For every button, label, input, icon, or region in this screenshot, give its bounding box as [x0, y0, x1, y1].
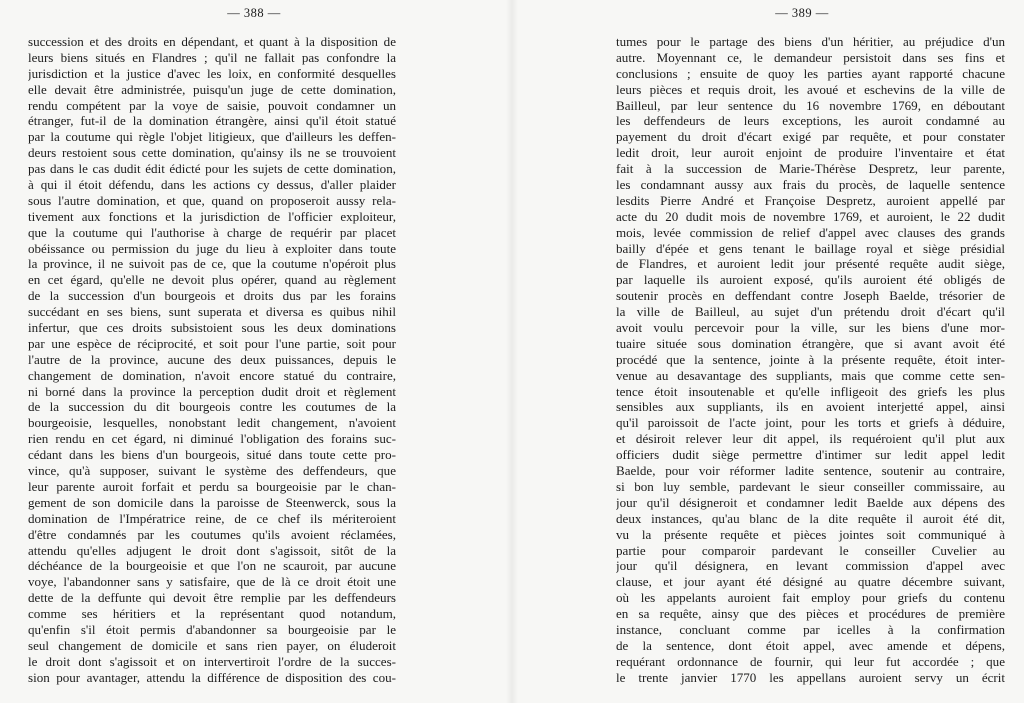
text-line: et désiroit relever leur dit appel, ils requéroient qu'il plut aux — [616, 431, 1005, 447]
text-line: procédé que la sentence, jointe à la présente requête, étoit inter- — [616, 351, 1005, 367]
text-line: avoit voulu percevoir pour la ville, sur les biens d'une mor- — [616, 320, 1005, 336]
text-line: elle devait être administrée, puisqu'un juge de cette domination, — [28, 81, 396, 97]
text-line: dette de la deffunte qui devoit être remplie par les deffendeurs — [28, 590, 396, 606]
page-number-right: — 389 — — [775, 6, 829, 20]
text-line: deurs restoient sous cette domination, qu'ainsy ils ne se trouvoient — [28, 145, 396, 161]
text-line: rendu compétent par la voye de saisie, pouvoit condamner un — [28, 97, 396, 113]
text-line: pas dans le cas dudit édit édicté pour les sujets de cette domination, — [28, 161, 396, 177]
text-line: qu'enfin s'il étoit permis d'abandonner sa bourgeoisie par le — [28, 621, 396, 637]
text-line: Baelde, pour voir réformer ladite sentence, soutenir au contraire, — [616, 463, 1005, 479]
text-line: tumes pour le partage des biens d'un héritier, au préjudice d'un — [616, 34, 1005, 49]
text-line: d'être condamnés par les coutumes qu'ils avoient réclamées, — [28, 526, 396, 542]
text-line: requérant ordonnance de fournir, qui leur fut accordée ; que — [616, 653, 1005, 669]
text-line: le droit dont s'agissoit et on intervertiroit l'ordre de la succes- — [28, 653, 396, 669]
text-line: changement de domination, n'avoit encore statué du contraire, — [28, 367, 396, 383]
text-line: succédant en ses biens, sunt superata et diversa es quibus nihil — [28, 304, 396, 320]
text-line: mois, levée commission de relief d'appel avec clauses des grands — [616, 224, 1005, 240]
text-line: succession et des droits en dépendant, et quant à la disposition de — [28, 34, 396, 49]
text-line: comme ses héritiers et la représentant quod notandum, — [28, 606, 396, 622]
text-line: infertur, que ces droits subsistoient sous les deux dominations — [28, 320, 396, 336]
text-line: de la succession d'un bourgeois et droits dus par les forains — [28, 288, 396, 304]
text-line: par laquelle ils auroient exposé, qu'ils auroient été obligés de — [616, 272, 1005, 288]
text-line: leurs pièces et requis droit, les avoué et eschevins de la ville de — [616, 81, 1005, 97]
text-line: par la coutume qui règle l'objet litigieux, que d'ailleurs les deffen- — [28, 129, 396, 145]
text-line: fait à la succession de Marie-Thérèse Despretz, leur parente, — [616, 161, 1005, 177]
text-line: de Flandres, et auroient ledit jour présenté requête audit siège, — [616, 256, 1005, 272]
text-line: instance, concluant comme par icelles à la confirmation — [616, 621, 1005, 637]
page-number-left: — 388 — — [227, 6, 281, 20]
text-line: attendu qu'elles adjugent le droit dont s'agissoit, sitôt de la — [28, 542, 396, 558]
left-page-text — [28, 34, 396, 686]
text-line: voye, l'abandonner sans y satisfaire, que de là ce droit étoit une — [28, 574, 396, 590]
text-line: les deffendeurs de leurs exceptions, les auroit condamné au — [616, 113, 1005, 129]
text-line: officiers dudit siège permettre d'intimer sur ledit appel ledit — [616, 447, 1005, 463]
text-line: bourgeoisie, lesquelles, nonobstant ledit changement, n'avoient — [28, 415, 396, 431]
text-line: payement du droit d'écart exigé par requête, et pour constater — [616, 129, 1005, 145]
text-line: à qui il étoit défendu, dans les actions cy dessus, d'aller plaider — [28, 177, 396, 193]
text-line: acte du 20 dudit mois de novembre 1769, et auroient, le 22 dudit — [616, 208, 1005, 224]
text-line: obéissance ou permission du juge du lieu à exploiter dans toute — [28, 240, 396, 256]
text-line: la ville de Bailleul, au sujet d'un prétendu droit d'écart qu'il — [616, 304, 1005, 320]
text-line: en cet égard, qu'elle ne devoit plus opérer, quand au règlement — [28, 272, 396, 288]
right-page — [512, 0, 1024, 703]
text-line: tuaire située sous domination étrangère, que si avant avoit été — [616, 335, 1005, 351]
text-line: en sa requête, ainsy que des pièces et procédures de première — [616, 606, 1005, 622]
text-line: de la sentence, dont étoit appel, avec amende et dépens, — [616, 637, 1005, 653]
text-line: la province, il ne suivoit pas de ce, que la coutume n'opéroit plus — [28, 256, 396, 272]
text-line: si bon luy semble, pardevant le sieur conseiller commissaire, au — [616, 478, 1005, 494]
text-line: vince, qu'à supposer, suivant le système des deffendeurs, que — [28, 463, 396, 479]
text-line: autre. Moyennant ce, le demandeur persistoit dans ses fins et — [616, 49, 1005, 65]
text-line: seul changement de domicile et sans rien payer, on éluderoit — [28, 637, 396, 653]
text-line: les condamnant aussy aux frais du procès, de laquelle sentence — [616, 177, 1005, 193]
text-line: sion pour avantager, attendu la différence de disposition des cou- — [28, 669, 396, 685]
text-line: leur parente auroit forfait et perdu sa bourgeoisie par le chan- — [28, 478, 396, 494]
text-line: sous l'autre domination, et que, quand on proposeroit aussy rela- — [28, 192, 396, 208]
text-line: rien rendu en cet égard, ni diminué l'obligation des forains suc- — [28, 431, 396, 447]
text-line: leurs biens situés en Flandres ; qu'il ne fallait pas confondre la — [28, 49, 396, 65]
text-line: jour qu'il désigneroit et condamner ledit Baelde aux dépens des — [616, 494, 1005, 510]
text-line: partie pour comparoir pardevant le conseiller Cuvelier au — [616, 542, 1005, 558]
text-line: clause, et jour ayant été désigné au quatre décembre suivant, — [616, 574, 1005, 590]
text-line: gement de son domicile dans la paroisse de Steenwerck, sous la — [28, 494, 396, 510]
text-line: par une espèce de réciprocité, et soit pour l'une partie, soit pour — [28, 335, 396, 351]
text-line: ni borné dans la province la perception dudit droit et règlement — [28, 383, 396, 399]
text-line: étranger, fut-il de la domination étrangère, ainsi qu'il étoit statué — [28, 113, 396, 129]
text-line: où les appelants auroient fait employ pour griefs du contenu — [616, 590, 1005, 606]
text-line: cédant dans les biens d'un bourgeois, situé dans toute cette pro- — [28, 447, 396, 463]
text-line: tence étoit insoutenable et qu'elle infligeoit des griefs les plus — [616, 383, 1005, 399]
text-line: jour qu'il désignera, en levant commission d'appel avec — [616, 558, 1005, 574]
text-line: que la coutume qui l'authorise à charge de requérir par placet — [28, 224, 396, 240]
text-line: l'autre de la province, aucune des deux puissances, depuis le — [28, 351, 396, 367]
text-line: conclusions ; ensuite de quoy les parties ayant rapporté chacune — [616, 65, 1005, 81]
text-line: ledit droit, leur auroit enjoint de produire l'inventaire et état — [616, 145, 1005, 161]
text-line: deux instances, qu'au blanc de la dite requête il auroit été dit, — [616, 510, 1005, 526]
text-line: jurisdiction et la justice d'avec les loix, en conformité desquelles — [28, 65, 396, 81]
text-line: venue au desavantage des suppliants, mais que comme cette sen- — [616, 367, 1005, 383]
text-line: lesdits Pierre André et Françoise Despretz, auroient appellé par — [616, 192, 1005, 208]
text-line: sensibles aux suppliants, ils en avoient interjetté appel, ainsi — [616, 399, 1005, 415]
text-line: de la succession du dit bourgeois contre les coutumes de la — [28, 399, 396, 415]
text-line: le trente janvier 1770 les appellans auroient servy un écrit — [616, 669, 1005, 685]
text-line: vu la présente requête et pièces jointes soit communiqué à — [616, 526, 1005, 542]
text-line: tivement aux fonctions et la jurisdiction de l'officier exploiteur, — [28, 208, 396, 224]
text-line: domination de l'Impératrice reine, de ce chef ils mériteroient — [28, 510, 396, 526]
text-line: déchéance de la bourgeoisie et que l'on ne scauroit, par aucune — [28, 558, 396, 574]
right-page-text — [616, 34, 1005, 686]
text-line: qu'il paroissoit de l'acte joint, pour les torts et griefs à déduire, — [616, 415, 1005, 431]
text-line: bailly d'épée et gens tenant le baillage royal et siège présidial — [616, 240, 1005, 256]
text-line: soutenir procès en deffendant contre Joseph Baelde, trésorier de — [616, 288, 1005, 304]
text-line: Bailleul, par leur sentence du 16 novembre 1769, en déboutant — [616, 97, 1005, 113]
